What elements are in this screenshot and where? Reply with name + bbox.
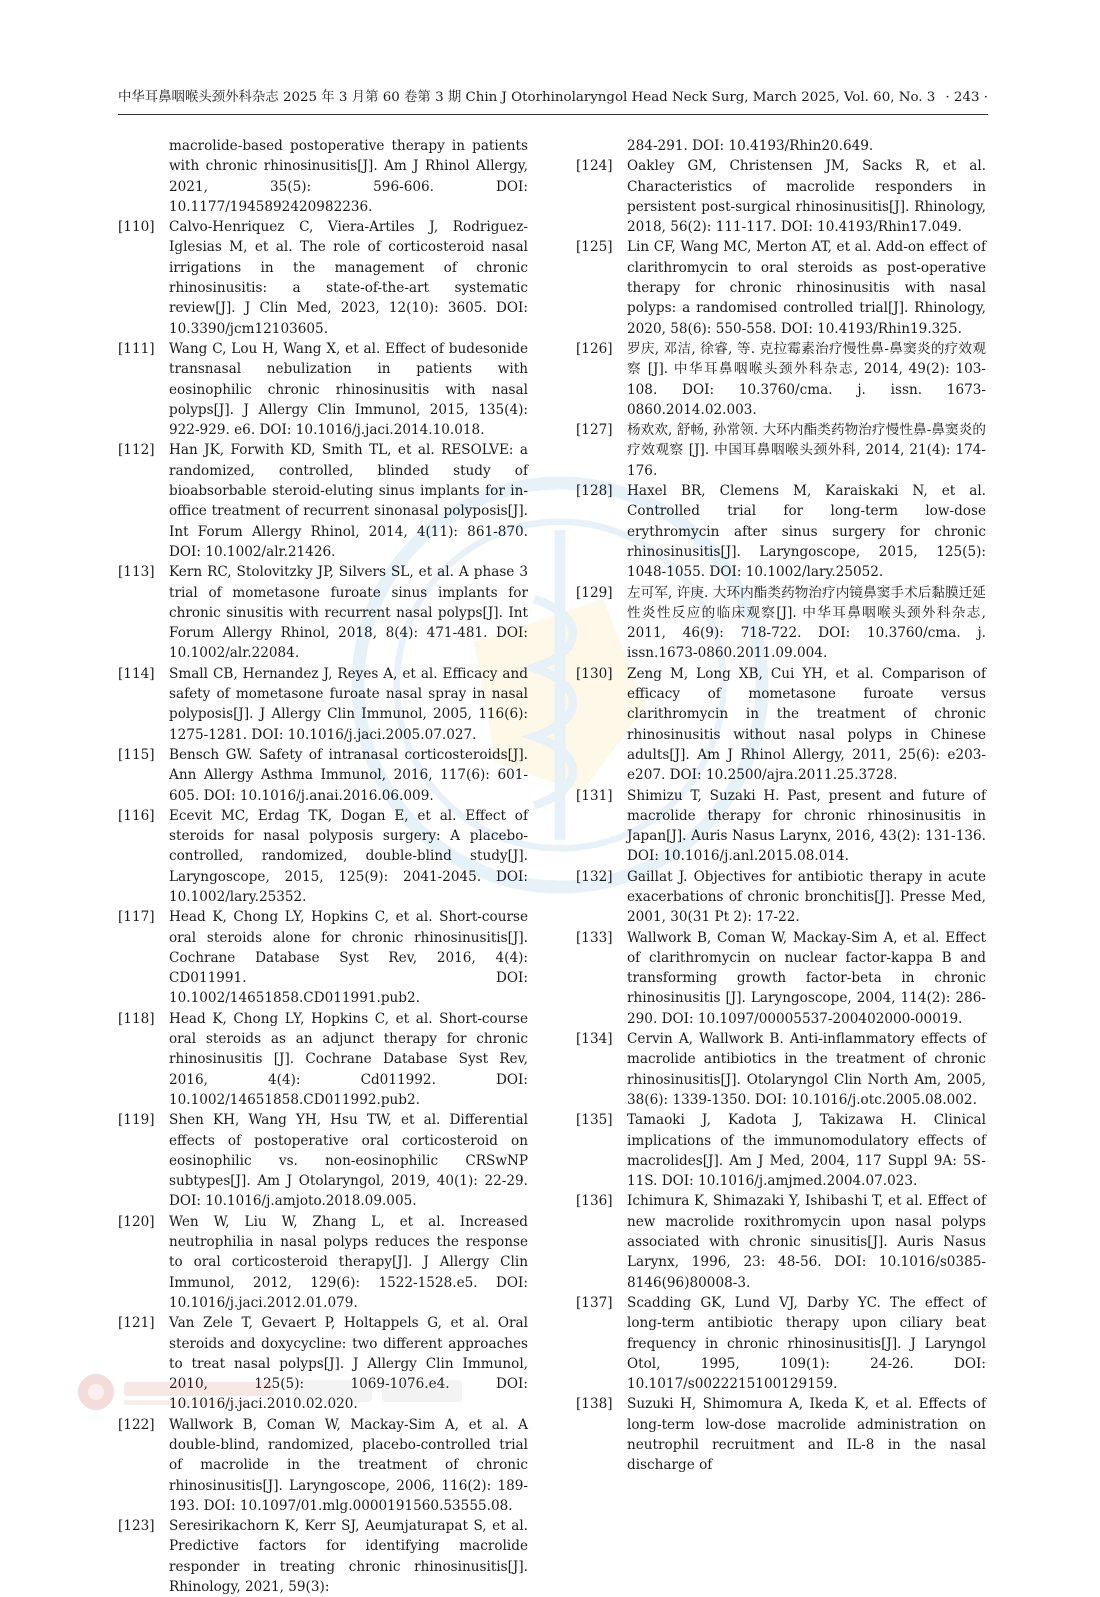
publisher-logo xyxy=(72,1368,492,1416)
reference-text: Gaillat J. Objectives for antibiotic therapy in acute exacerbations of chronic bronchitis[J]. Presse Med, 2001, 30(31 Pt 2): 17-22. xyxy=(627,868,986,926)
reference-number: [126] xyxy=(576,340,613,357)
reference-text: Wallwork B, Coman W, Mackay-Sim A, et al. Effect of clarithromycin on nuclear factor-kappa B and transforming growth factor-beta in chronic rhinosinusitis [J]. Laryngoscope, 2004, 114(2): 286-290. DOI: 10.1097/00005537-200402000-00019. xyxy=(627,929,986,1027)
reference-entry xyxy=(118,1415,528,1516)
reference-number: [133] xyxy=(576,929,613,946)
reference-text: Oakley GM, Christensen JM, Sacks R, et al. Characteristics of macrolide responders in persistent post-surgical rhinosinusitis[J]. Rhinology, 2018, 56(2): 111-117. DOI: 10.4193/Rhin17.049. xyxy=(627,158,986,236)
reference-text: Ecevit MC, Erdag TK, Dogan E, et al. Effect of steroids for nasal polyposis surgery: A placebo-controlled, randomized, double-blind study[J]. Laryngoscope, 2015, 125(9): 2041-2045. DOI: 10.1002/lary.25352. xyxy=(169,807,528,905)
reference-number: [132] xyxy=(576,868,613,885)
reference-text: Kern RC, Stolovitzky JP, Silvers SL, et al. A phase 3 trial of mometasone furoate sinus implants for chronic sinusitis with recurrent nasal polyps[J]. Int Forum Allergy Rhinol, 2018, 8(4): 471-481. DOI: 10.1002/alr.22084. xyxy=(169,564,528,662)
reference-text: Shen KH, Wang YH, Hsu TW, et al. Differential effects of postoperative oral corticosteroid on eosinophilic vs. non-eosinophilic CRSwNP subtypes[J]. Am J Otolaryngol, 2019, 40(1): 22-29. DOI: 10.1016/j.amjoto.2018.09.005. xyxy=(169,1112,528,1210)
reference-number: [129] xyxy=(576,584,613,601)
reference-number: [136] xyxy=(576,1193,613,1210)
reference-entry xyxy=(118,217,528,339)
running-header xyxy=(118,88,988,112)
reference-number: [125] xyxy=(576,239,613,256)
reference-text: Tamaoki J, Kadota J, Takizawa H. Clinical implications of the immunomodulatory effects of macrolides[J]. Am J Med, 2004, 117 Suppl 9A: 5S-11S. DOI: 10.1016/j.amjmed.2004.07.023. xyxy=(627,1112,986,1190)
reference-text: Wen W, Liu W, Zhang L, et al. Increased neutrophilia in nasal polyps reduces the response to oral corticosteroid therapy[J]. J Allergy Clin Immunol, 2012, 129(6): 1522-1528.e5. DOI: 10.1016/j.jaci.2012.01.079. xyxy=(169,1213,528,1311)
reference-number: [124] xyxy=(576,158,613,175)
reference-entry xyxy=(576,420,986,481)
reference-entry xyxy=(118,907,528,1008)
reference-entry xyxy=(118,562,528,663)
reference-entry xyxy=(576,481,986,582)
reference-entry xyxy=(576,156,986,237)
reference-number: [116] xyxy=(118,807,155,824)
reference-entry xyxy=(576,1394,986,1475)
reference-number: [127] xyxy=(576,422,613,439)
reference-entry xyxy=(576,237,986,338)
reference-number: [137] xyxy=(576,1294,613,1311)
reference-number: [119] xyxy=(118,1112,155,1129)
reference-number: [113] xyxy=(118,564,155,581)
reference-text: Wallwork B, Coman W, Mackay-Sim A, et al. A double-blind, randomized, placebo-controlled trial of macrolide in the treatment of chronic rhinosinusitis[J]. Laryngoscope, 2006, 116(2): 189-193. DOI: 10.1097/01.mlg.0000191560.53555.08. xyxy=(169,1416,528,1514)
reference-text: Ichimura K, Shimazaki Y, Ishibashi T, et al. Effect of new macrolide roxithromycin upon nasal polyps associated with chronic sinusitis[J]. Auris Nasus Larynx, 1996, 23: 48-56. DOI: 10.1016/s0385-8146(96)80008-3. xyxy=(627,1193,986,1291)
reference-entry xyxy=(576,786,986,867)
reference-entry xyxy=(576,1029,986,1110)
reference-number: [120] xyxy=(118,1213,155,1230)
reference-column-right xyxy=(576,136,986,1476)
reference-entry xyxy=(118,806,528,907)
reference-entry xyxy=(576,136,986,156)
reference-entry xyxy=(118,1212,528,1313)
reference-number: [111] xyxy=(118,340,155,357)
reference-number: [115] xyxy=(118,746,155,763)
journal-citation: 中华耳鼻咽喉头颈外科杂志 2025 年 3 月第 60 卷第 3 期 Chin J Otorhinolaryngol Head Neck Surg, March 2025, Vol. 60, No. 3 xyxy=(118,90,936,105)
reference-number: [135] xyxy=(576,1112,613,1129)
reference-number: [117] xyxy=(118,909,155,926)
reference-number: [114] xyxy=(118,665,155,682)
reference-entry xyxy=(576,1110,986,1191)
reference-text: 杨欢欢, 舒畅, 孙常领. 大环内酯类药物治疗慢性鼻-鼻窦炎的疗效观察 [J]. 中国耳鼻咽喉头颈外科, 2014, 21(4): 174-176. xyxy=(627,422,986,479)
reference-text: Calvo-Henriquez C, Viera-Artiles J, Rodriguez-Iglesias M, et al. The role of corticosteroid nasal irrigations in the management of chronic rhinosinusitis: a state-of-the-art systematic review[J]. J Clin Med, 2023, 12(10): 3605. DOI: 10.3390/jcm12103605. xyxy=(169,219,528,337)
reference-number: [131] xyxy=(576,787,613,804)
reference-number: [123] xyxy=(118,1518,155,1535)
reference-entry xyxy=(576,583,986,664)
reference-number: [134] xyxy=(576,1031,613,1048)
reference-text: 284-291. DOI: 10.4193/Rhin20.649. xyxy=(627,138,874,154)
reference-number: [130] xyxy=(576,665,613,682)
reference-text: 左可军, 许庚. 大环内酯类药物治疗内镜鼻窦手术后黏膜迁延性炎性反应的临床观察[J]. 中华耳鼻咽喉头颈外科杂志, 2011, 46(9): 718-722. DOI: 10.3760/cma. j. issn.1673-0860.2011.09.004. xyxy=(627,584,986,662)
reference-text: Head K, Chong LY, Hopkins C, et al. Short-course oral steroids alone for chronic rhinosinusitis[J]. Cochrane Database Syst Rev, 2016, 4(4): CD011991. DOI: 10.1002/14651858.CD011991.pub2. xyxy=(169,909,528,1007)
page-number: · 243 · xyxy=(945,90,988,105)
reference-text: Wang C, Lou H, Wang X, et al. Effect of budesonide transnasal nebulization in patients with eosinophilic chronic rhinosinusitis with nasal polyps[J]. J Allergy Clin Immunol, 2015, 135(4): 922-929. e6. DOI: 10.1016/j.jaci.2014.10.018. xyxy=(169,340,528,439)
reference-entry xyxy=(118,136,528,217)
reference-number: [118] xyxy=(118,1010,155,1027)
reference-number: [122] xyxy=(118,1416,155,1433)
reference-text: Head K, Chong LY, Hopkins C, et al. Short-course oral steroids as an adjunct therapy for chronic rhinosinusitis [J]. Cochrane Database Syst Rev, 2016, 4(4): Cd011992. DOI: 10.1002/14651858.CD011992.pub2. xyxy=(169,1010,528,1108)
reference-number: [121] xyxy=(118,1315,155,1332)
reference-entry xyxy=(576,1293,986,1394)
reference-number: [128] xyxy=(576,483,613,500)
reference-entry xyxy=(118,745,528,806)
reference-entry xyxy=(576,867,986,928)
reference-text: Seresirikachorn K, Kerr SJ, Aeumjaturapat S, et al. Predictive factors for identifying macrolide responder in treating chronic rhinosinusitis[J]. Rhinology, 2021, 59(3): xyxy=(169,1518,528,1596)
reference-entry xyxy=(118,440,528,562)
reference-number: [138] xyxy=(576,1396,613,1413)
reference-text: Suzuki H, Shimomura A, Ikeda K, et al. Effects of long-term low-dose macrolide administration on neutrophil recruitment and IL-8 in the nasal discharge of xyxy=(627,1396,986,1474)
reference-entry xyxy=(576,339,986,420)
reference-text: Han JK, Forwith KD, Smith TL, et al. RESOLVE: a randomized, controlled, blinded study of bioabsorbable steroid-eluting sinus implants for in-office treatment of recurrent sinonasal polyposis[J]. Int Forum Allergy Rhinol, 2014, 4(11): 861-870. DOI: 10.1002/alr.21426. xyxy=(169,442,528,560)
reference-text: Scadding GK, Lund VJ, Darby YC. The effect of long-term antibiotic therapy upon ciliary beat frequency in chronic rhinosinusitis[J]. J Laryngol Otol, 1995, 109(1): 24-26. DOI: 10.1017/s0022215100129159. xyxy=(627,1294,986,1393)
reference-text: Van Zele T, Gevaert P, Holtappels G, et al. Oral steroids and doxycycline: two different approaches to treat nasal polyps[J]. J Allergy Clin Immunol, 2010, 125(5): 1069-1076.e4. DOI: 10.1016/j.jaci.2010.02.020. xyxy=(169,1315,528,1413)
reference-entry xyxy=(118,1009,528,1110)
reference-entry xyxy=(118,664,528,745)
reference-entry xyxy=(576,664,986,786)
reference-text: Bensch GW. Safety of intranasal corticosteroids[J]. Ann Allergy Asthma Immunol, 2016, 117(6): 601-605. DOI: 10.1016/j.anai.2016.06.009. xyxy=(169,746,528,804)
reference-text: Zeng M, Long XB, Cui YH, et al. Comparison of efficacy of mometasone furoate versus clarithromycin in the treatment of chronic rhinosinusitis without nasal polyps in Chinese adults[J]. Am J Rhinol Allergy, 2011, 25(6): e203-e207. DOI: 10.2500/ajra.2011.25.3728. xyxy=(627,665,986,784)
reference-text: 罗庆, 邓洁, 徐睿, 等. 克拉霉素治疗慢性鼻-鼻窦炎的疗效观察 [J]. 中华耳鼻咽喉头颈外科杂志, 2014, 49(2): 103-108. DOI: 10.3760/cma. j. issn. 1673-0860.2014.02.003. xyxy=(627,340,986,418)
reference-entry xyxy=(118,339,528,440)
reference-text: Haxel BR, Clemens M, Karaiskaki N, et al. Controlled trial for long-term low-dose erythromycin after sinus surgery for chronic rhinosinusitis[J]. Laryngoscope, 2015, 125(5): 1048-1055. DOI: 10.1002/lary.25052. xyxy=(627,483,986,581)
header-rule xyxy=(118,114,988,115)
reference-entry xyxy=(118,1516,528,1597)
reference-text: Lin CF, Wang MC, Merton AT, et al. Add-on effect of clarithromycin to oral steroids as post-operative therapy for chronic rhinosinusitis with nasal polyps: a randomised controlled trial[J]. Rhinology, 2020, 58(6): 550-558. DOI: 10.4193/Rhin19.325. xyxy=(627,239,986,337)
reference-text: Cervin A, Wallwork B. Anti-inflammatory effects of macrolide antibiotics in the treatment of chronic rhinosinusitis[J]. Otolaryngol Clin North Am, 2005, 38(6): 1339-1350. DOI: 10.1016/j.otc.2005.08.002. xyxy=(627,1031,986,1108)
reference-entry xyxy=(118,1110,528,1211)
reference-entry xyxy=(576,1191,986,1292)
reference-number: [110] xyxy=(118,219,155,236)
reference-number: [112] xyxy=(118,442,155,459)
reference-text: macrolide-based postoperative therapy in patients with chronic rhinosinusitis[J]. Am J Rhinol Allergy, 2021, 35(5): 596-606. DOI: 10.1177/1945892420982236. xyxy=(169,138,528,215)
reference-text: Shimizu T, Suzaki H. Past, present and future of macrolide therapy for chronic rhinosinusitis in Japan[J]. Auris Nasus Larynx, 2016, 43(2): 131-136. DOI: 10.1016/j.anl.2015.08.014. xyxy=(627,787,986,865)
reference-text: Small CB, Hernandez J, Reyes A, et al. Efficacy and safety of mometasone furoate nasal spray in nasal polyposis[J]. J Allergy Clin Immunol, 2005, 116(6): 1275-1281. DOI: 10.1016/j.jaci.2005.07.027. xyxy=(169,665,528,743)
reference-entry xyxy=(576,928,986,1029)
